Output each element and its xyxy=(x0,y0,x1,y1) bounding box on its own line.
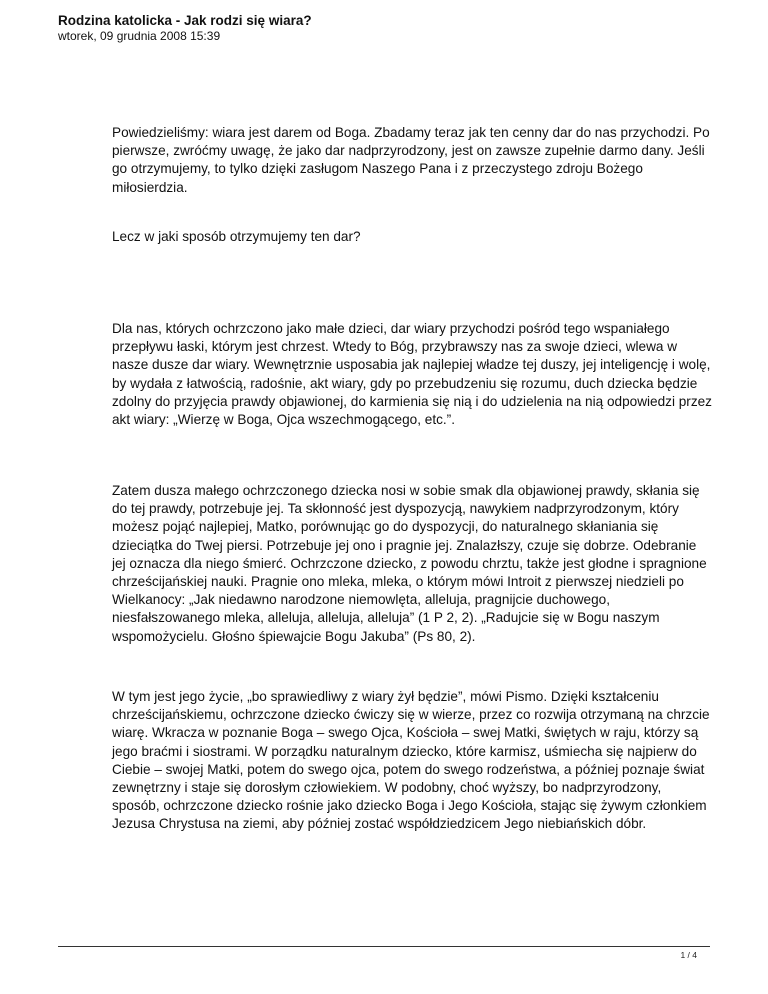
document-title: Rodzina katolicka - Jak rodzi się wiara? xyxy=(58,13,312,28)
article-paragraph: W tym jest jego życie, „bo sprawiedliwy z wiary żył będzie”, mówi Pismo. Dzięki kształceniu chrześcijańskiemu, ochrzczone dziecko ćwiczy się w wierze, przez co rozwija otrzymaną na chrzcie wiarę. Wkracza w poznanie Boga – swego Ojca, Kościoła – swej Matki, świętych w raju, którzy są jego braćmi i siostrami. W porządku naturalnym dziecko, które karmisz, uśmiecha się najpierw do Ciebie – swojej Matki, potem do swego ojca, potem do swego rodzeństwa, a później poznaje świat zewnętrzny i staje się dorosłym człowiekiem. W podobny, choć wyższy, bo nadprzyrodzony, sposób, ochrzczone dziecko rośnie jako dziecko Boga i Jego Kościoła, stając się żywym członkiem Jezusa Chrystusa na ziemi, aby później zostać współdziedzicem Jego niebiańskich dóbr. xyxy=(112,689,710,832)
article-paragraph: Dla nas, których ochrzczono jako małe dzieci, dar wiary przychodzi pośród tego wspaniałego przepływu łaski, którym jest chrzest. Wtedy to Bóg, przybrawszy nas za swoje dzieci, wlewa w nasze dusze dar wiary. Wewnętrznie usposabia jak najlepiej władze tej duszy, jej inteligencję i wolę, by wydała z łatwością, radośnie, akt wiary, gdy po przebudzeniu się rozumu, duch dziecka będzie zdolny do przyjęcia prawdy objawionej, do karmienia się nią i do udzielenia na nią odpowiedzi przez akt wiary: „Wierzę w Boga, Ojca wszechmogącego, etc.”. xyxy=(112,321,712,428)
article-paragraph: Zatem dusza małego ochrzczonego dziecka nosi w sobie smak dla objawionej prawdy, skłania się do tej prawdy, potrzebuje jej. Ta skłonność jest dyspozycją, nawykiem nadprzyrodzonym, który możesz pojąć najlepiej, Matko, porównując go do dyspozycji, do naturalnego skłaniania się dzieciątka do Twej piersi. Potrzebuje jej ono i pragnie jej. Znalazłszy, czuje się dobrze. Odebranie jej oznacza dla niego śmierć. Ochrzczone dziecko, z powodu chrztu, także jest głodne i spragnione chrześcijańskiej nauki. Pragnie ono mleka, mleka, o którym mówi Introit z pierwszej niedzieli po Wielkanocy: „Jak niedawno narodzone niemowlęta, alleluja, pragnijcie duchowego, niesfałszowanego mleka, alleluja, alleluja, alleluja” (1 P 2, 2). „Radujcie się w Bogu naszym wspomożycielu. Głośno śpiewajcie Bogu Jakuba” (Ps 80, 2). xyxy=(112,483,707,644)
article-paragraph: Powiedzieliśmy: wiara jest darem od Boga. Zbadamy teraz jak ten cenny dar do nas przychodzi. Po pierwsze, zwróćmy uwagę, że jako dar nadprzyrodzony, jest on zawsze zupełnie darmo dany. Jeśli go otrzymujemy, to tylko dzięki zasługom Naszego Pana i z przeczystego zdroju Bożego miłosierdzia. xyxy=(112,125,710,195)
document-date: wtorek, 09 grudnia 2008 15:39 xyxy=(58,29,221,43)
footer-divider xyxy=(58,946,710,947)
document-header xyxy=(58,13,312,44)
page-number: 1 / 4 xyxy=(680,950,697,960)
article-paragraph: Lecz w jaki sposób otrzymujemy ten dar? xyxy=(112,229,361,244)
